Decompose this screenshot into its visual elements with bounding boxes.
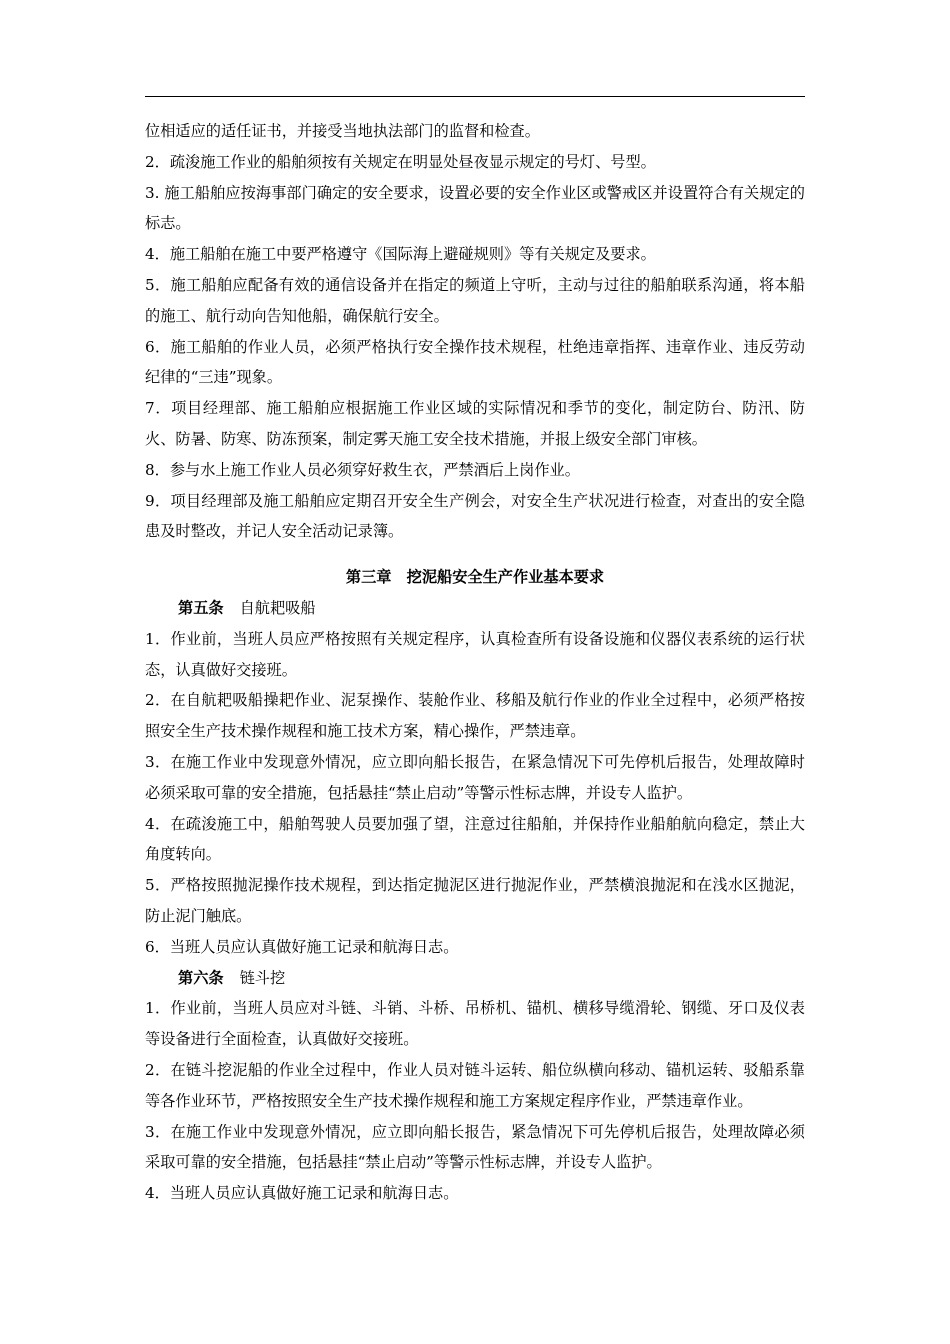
paragraph: 5．施工船舶应配备有效的通信设备并在指定的频道上守听，主动与过往的船舶联系沟通，将本船的施工、航行动向告知他船，确保航行安全。	[145, 275, 805, 325]
article-heading	[145, 963, 805, 994]
paragraph: 2．疏浚施工作业的船舶须按有关规定在明显处昼夜显示规定的号灯、号型。	[145, 152, 656, 171]
paragraph: 3. 施工船舶应按海事部门确定的安全要求，设置必要的安全作业区或警戒区并设置符合有关规定的标志。	[145, 183, 805, 233]
article-item: 6．当班人员应认真做好施工记录和航海日志。	[145, 937, 459, 956]
paragraph: 6．施工船舶的作业人员，必须严格执行安全操作技术规程，杜绝违章指挥、违章作业、违反劳动纪律的“三违”现象。	[145, 337, 805, 387]
article-item: 3．在施工作业中发现意外情况，应立即向船长报告，紧急情况下可先停机后报告，处理故障必须采取可靠的安全措施，包括悬挂“禁止启动”等警示性标志牌，并设专人监护。	[145, 1122, 805, 1172]
article-item: 4．当班人员应认真做好施工记录和航海日志。	[145, 1184, 459, 1203]
article-label: 第五条	[178, 598, 224, 617]
article-item: 3．在施工作业中发现意外情况，应立即向船长报告，在紧急情况下可先停机后报告，处理故障时必须采取可靠的安全措施，包括悬挂“禁止启动”等警示性标志牌，并设专人监护。	[145, 752, 805, 802]
article-item: 4．在疏浚施工中，船舶驾驶人员要加强了望，注意过往船舶，并保持作业船舶航向稳定，禁止大角度转向。	[145, 814, 805, 864]
article-item: 2．在链斗挖泥船的作业全过程中，作业人员对链斗运转、船位纵横向移动、锚机运转、驳船系靠等各作业环节，严格按照安全生产技术操作规程和施工方案规定程序作业，严禁违章作业。	[145, 1060, 805, 1110]
paragraph: 4．施工船舶在施工中要严格遵守《国际海上避碰规则》等有关规定及要求。	[145, 245, 656, 264]
article-title: 自航耙吸船	[239, 598, 316, 617]
document-body	[145, 116, 805, 1209]
article-item: 1．作业前，当班人员应对斗链、斗销、斗桥、吊桥机、锚机、横移导缆滑轮、钢缆、牙口及仪表等设备进行全面检查，认真做好交接班。	[145, 999, 805, 1049]
header-rule	[145, 96, 805, 97]
paragraph: 位相适应的适任证书，并接受当地执法部门的监督和检查。	[145, 122, 540, 140]
paragraph: 7．项目经理部、施工船舶应根据施工作业区域的实际情况和季节的变化，制定防台、防汛、防火、防暑、防寒、防冻预案，制定雾天施工安全技术措施，并报上级安全部门审核。	[145, 399, 805, 448]
article-item: 1．作业前，当班人员应严格按照有关规定程序，认真检查所有设备设施和仪器仪表系统的运行状态，认真做好交接班。	[145, 629, 805, 679]
chapter-title: 第三章 挖泥船安全生产作业基本要求	[345, 568, 605, 587]
paragraph: 9．项目经理部及施工船舶应定期召开安全生产例会，对安全生产状况进行检查，对查出的安全隐患及时整改，并记人安全活动记录簿。	[145, 491, 805, 541]
article-item: 2．在自航耙吸船操耙作业、泥泵操作、装舱作业、移船及航行作业的作业全过程中，必须严格按照安全生产技术操作规程和施工技术方案，精心操作，严禁违章。	[145, 691, 805, 741]
paragraph: 8．参与水上施工作业人员必须穿好救生衣，严禁酒后上岗作业。	[145, 460, 580, 479]
article-title: 链斗挖	[239, 968, 286, 987]
article-label: 第六条	[178, 968, 224, 987]
article-heading	[145, 593, 805, 624]
article-item: 5．严格按照抛泥操作技术规程，到达指定抛泥区进行抛泥作业，严禁横浪抛泥和在浅水区抛泥，防止泥门触底。	[145, 876, 805, 925]
